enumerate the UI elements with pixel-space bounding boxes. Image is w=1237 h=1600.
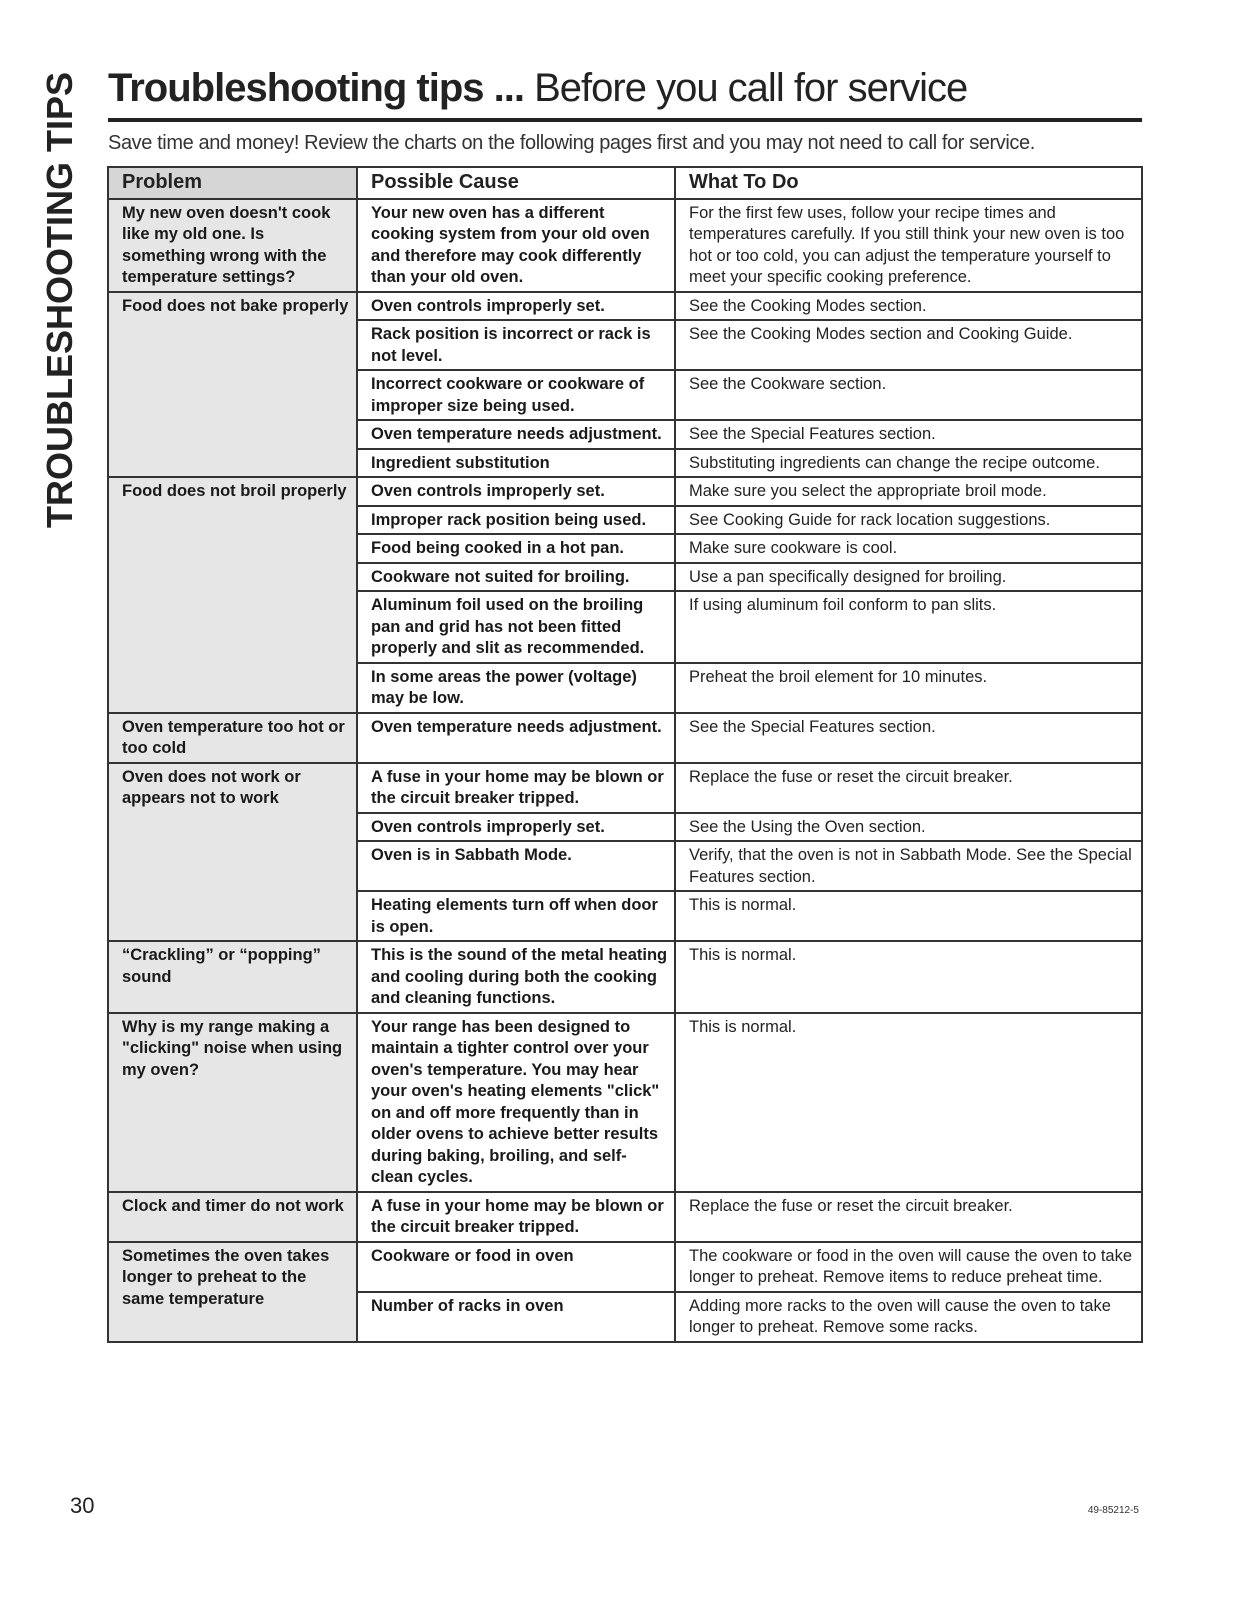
- header-problem: Problem: [108, 167, 357, 199]
- title-rule: [108, 118, 1142, 122]
- what-to-do-cell: See the Cookware section.: [675, 370, 1142, 420]
- page-header: [108, 62, 1148, 155]
- what-to-do-cell: If using aluminum foil conform to pan slits.: [675, 591, 1142, 663]
- problem-cell: Why is my range making a "clicking" noise when using my oven?: [108, 1013, 357, 1192]
- cause-cell: Oven temperature needs adjustment.: [357, 420, 675, 449]
- cause-cell: Cookware not suited for broiling.: [357, 563, 675, 592]
- table-row: [108, 292, 1142, 321]
- table-row: [108, 1013, 1142, 1192]
- what-to-do-cell: For the first few uses, follow your recipe times and temperatures carefully. If you still think your new oven is too hot or too cold, you can adjust the temperature yourself to meet your specific cooking preference.: [675, 199, 1142, 292]
- what-to-do-cell: Preheat the broil element for 10 minutes.: [675, 663, 1142, 713]
- cause-cell: Oven controls improperly set.: [357, 813, 675, 842]
- cause-cell: Improper rack position being used.: [357, 506, 675, 535]
- cause-cell: This is the sound of the metal heating and cooling during both the cooking and cleaning functions.: [357, 941, 675, 1013]
- what-to-do-cell: Replace the fuse or reset the circuit breaker.: [675, 1192, 1142, 1242]
- what-to-do-cell: See the Special Features section.: [675, 420, 1142, 449]
- document-code: 49-85212-5: [1087, 1505, 1139, 1516]
- cause-cell: Aluminum foil used on the broiling pan and grid has not been fitted properly and slit as recommended.: [357, 591, 675, 663]
- cause-cell: Number of racks in oven: [357, 1292, 675, 1342]
- what-to-do-cell: See the Special Features section.: [675, 713, 1142, 763]
- cause-cell: Rack position is incorrect or rack is not level.: [357, 320, 675, 370]
- page-number: 30: [70, 1493, 95, 1518]
- what-to-do-cell: The cookware or food in the oven will cause the oven to take longer to preheat. Remove items to reduce preheat time.: [675, 1242, 1142, 1292]
- what-to-do-cell: This is normal.: [675, 891, 1142, 941]
- table-row: [108, 1242, 1142, 1292]
- cause-cell: Oven temperature needs adjustment.: [357, 713, 675, 763]
- troubleshooting-table: [107, 166, 1143, 1343]
- side-tab: [40, 70, 80, 530]
- table-row: [108, 199, 1142, 292]
- cause-cell: Your range has been designed to maintain a tighter control over your oven's temperature. You may hear your oven's heating elements "click" on and off more frequently than in older ovens to achieve better results during baking, broiling, and self-clean cycles.: [357, 1013, 675, 1192]
- page-title-rest: Before you call for service: [534, 66, 968, 110]
- cause-cell: Oven controls improperly set.: [357, 477, 675, 506]
- what-to-do-cell: Substituting ingredients can change the recipe outcome.: [675, 449, 1142, 478]
- page-title-bold: Troubleshooting tips ...: [108, 66, 524, 110]
- cause-cell: Incorrect cookware or cookware of improper size being used.: [357, 370, 675, 420]
- cause-cell: Heating elements turn off when door is open.: [357, 891, 675, 941]
- what-to-do-cell: Replace the fuse or reset the circuit breaker.: [675, 763, 1142, 813]
- what-to-do-cell: Adding more racks to the oven will cause the oven to take longer to preheat. Remove some racks.: [675, 1292, 1142, 1342]
- what-to-do-cell: Make sure cookware is cool.: [675, 534, 1142, 563]
- problem-cell: Food does not broil properly: [108, 477, 357, 713]
- what-to-do-cell: See Cooking Guide for rack location suggestions.: [675, 506, 1142, 535]
- cause-cell: Oven is in Sabbath Mode.: [357, 841, 675, 891]
- what-to-do-cell: This is normal.: [675, 1013, 1142, 1192]
- problem-cell: Oven does not work or appears not to work: [108, 763, 357, 942]
- problem-cell: “Crackling” or “popping” sound: [108, 941, 357, 1013]
- cause-cell: A fuse in your home may be blown or the circuit breaker tripped.: [357, 763, 675, 813]
- side-tab-label: TROUBLESHOOTING TIPS: [39, 71, 81, 529]
- what-to-do-cell: See the Cooking Modes section and Cooking Guide.: [675, 320, 1142, 370]
- what-to-do-cell: Use a pan specifically designed for broiling.: [675, 563, 1142, 592]
- problem-cell: Food does not bake properly: [108, 292, 357, 478]
- problem-cell: Sometimes the oven takes longer to preheat to the same temperature: [108, 1242, 357, 1342]
- what-to-do-cell: See the Using the Oven section.: [675, 813, 1142, 842]
- cause-cell: Cookware or food in oven: [357, 1242, 675, 1292]
- cause-cell: In some areas the power (voltage) may be low.: [357, 663, 675, 713]
- cause-cell: Your new oven has a different cooking system from your old oven and therefore may cook differently than your old oven.: [357, 199, 675, 292]
- table-body: [108, 199, 1142, 1342]
- problem-cell: My new oven doesn't cook like my old one. Is something wrong with the temperature settings?: [108, 199, 357, 292]
- problem-cell: Oven temperature too hot or too cold: [108, 713, 357, 763]
- problem-cell: Clock and timer do not work: [108, 1192, 357, 1242]
- page-title: [108, 62, 1148, 114]
- table-row: [108, 1192, 1142, 1242]
- page-subtitle: Save time and money! Review the charts on the following pages first and you may not need to call for service.: [108, 132, 1035, 154]
- header-what-to-do: What To Do: [675, 167, 1142, 199]
- table-row: [108, 713, 1142, 763]
- cause-cell: A fuse in your home may be blown or the circuit breaker tripped.: [357, 1192, 675, 1242]
- what-to-do-cell: Verify, that the oven is not in Sabbath Mode. See the Special Features section.: [675, 841, 1142, 891]
- cause-cell: Ingredient substitution: [357, 449, 675, 478]
- table-row: [108, 763, 1142, 813]
- table-row: [108, 477, 1142, 506]
- table-row: [108, 941, 1142, 1013]
- header-possible-cause: Possible Cause: [357, 167, 675, 199]
- cause-cell: Oven controls improperly set.: [357, 292, 675, 321]
- what-to-do-cell: Make sure you select the appropriate broil mode.: [675, 477, 1142, 506]
- what-to-do-cell: See the Cooking Modes section.: [675, 292, 1142, 321]
- table-header-row: [108, 167, 1142, 199]
- what-to-do-cell: This is normal.: [675, 941, 1142, 1013]
- cause-cell: Food being cooked in a hot pan.: [357, 534, 675, 563]
